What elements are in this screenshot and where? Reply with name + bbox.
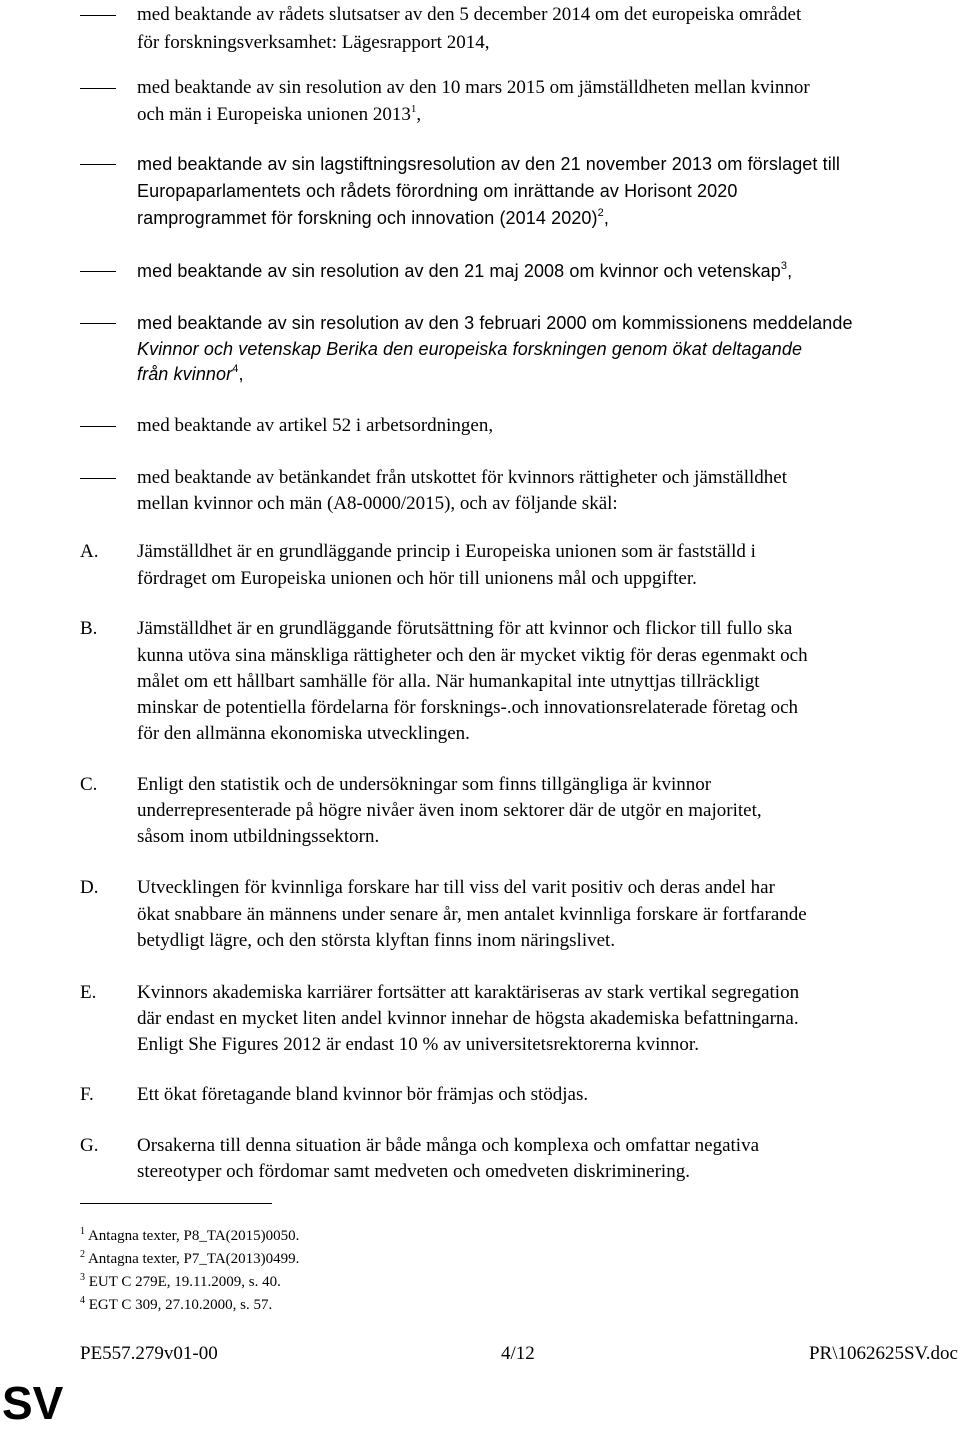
text-line: för den allmänna ekonomiska utvecklingen.	[137, 723, 470, 744]
footnote-ref[interactable]: 1	[410, 103, 417, 115]
footnote: $^1$ Antagna texter, P8_TA(2015)0050.	[80, 1226, 300, 1244]
consideration-letter: A.	[80, 541, 99, 562]
footnote-separator	[80, 1203, 272, 1204]
dash-bullet	[80, 164, 116, 165]
footnote: $^2$ Antagna texter, P7_TA(2013)0499.	[80, 1249, 300, 1267]
dash-bullet	[80, 88, 116, 89]
text-line: och män i Europeiska unionen 2013$^1$,	[137, 103, 422, 125]
text-line: minskar de potentiella fördelarna för forsknings-.och innovationsrelaterade företag och	[137, 697, 799, 718]
text-line: Kvinnor och vetenskap Berika den europeiska forskningen genom ökat deltagande	[137, 339, 803, 359]
footnote-ref[interactable]: 3	[780, 260, 788, 272]
footnote-ref[interactable]: 2	[597, 207, 604, 219]
text-line: Jämställdhet är en grundläggande förutsättning för att kvinnor och flickor till fullo ska	[137, 618, 793, 639]
dash-bullet	[80, 478, 116, 479]
text-line: mellan kvinnor och män (A8-0000/2015), och av följande skäl:	[137, 493, 618, 514]
text-line: Jämställdhet är en grundläggande princip i Europeiska unionen som är fastställd i	[137, 541, 756, 562]
text-line: Enligt She Figures 2012 är endast 10 % av universitetsrektorerna kvinnor.	[137, 1034, 699, 1055]
text-line: Orsakerna till denna situation är både många och komplexa och omfattar negativa	[137, 1135, 760, 1156]
consideration-letter: G.	[80, 1135, 99, 1156]
text-line: ökat snabbare än männens under senare år, men antalet kvinnliga forskare är fortfarande	[137, 904, 807, 925]
text-line: kunna utöva sina mänskliga rättigheter och den är mycket viktig för deras egenmakt och	[137, 645, 808, 666]
text-line: ramprogrammet för forskning och innovation (2014 2020)$^2$,	[137, 207, 609, 228]
consideration-letter: E.	[80, 982, 97, 1003]
text-line: Utvecklingen för kvinnliga forskare har till viss del varit positiv och deras andel har	[137, 877, 775, 898]
text-line: såsom inom utbildningssektorn.	[137, 826, 380, 847]
consideration-letter: D.	[80, 877, 99, 898]
text-line: med beaktande av artikel 52 i arbetsordningen,	[137, 415, 494, 436]
text-line: med beaktande av betänkandet från utskottet för kvinnors rättigheter och jämställdhet	[137, 467, 787, 488]
text-line: Ett ökat företagande bland kvinnor bör främjas och stödjas.	[137, 1084, 589, 1105]
dash-bullet	[80, 271, 116, 272]
footnote-ref[interactable]: 4	[232, 363, 239, 375]
text-line: Kvinnors akademiska karriärer fortsätter att karaktäriseras av stark vertikal segregation	[137, 982, 800, 1003]
text-line: betydligt lägre, och den största klyftan finns inom näringslivet.	[137, 930, 616, 951]
dash-bullet	[80, 323, 116, 324]
consideration-letter: C.	[80, 774, 98, 795]
dash-bullet	[80, 15, 116, 16]
consideration-letter: B.	[80, 618, 98, 639]
text-line: med beaktande av sin lagstiftningsresolution av den 21 november 2013 om förslaget till	[137, 154, 841, 174]
text-line: målet om ett hållbart samhälle för alla. När humankapital inte utnyttjas tillräckligt	[137, 671, 760, 692]
footer-file-name: PR\1062625SV.doc	[808, 1343, 958, 1364]
text-line: från kvinnor$^4$,	[137, 363, 244, 384]
text-line: med beaktande av sin resolution av den 10 mars 2015 om jämställdheten mellan kvinnor	[137, 77, 810, 98]
text-line: med beaktande av sin resolution av den 21 maj 2008 om kvinnor och vetenskap$^3$,	[137, 260, 793, 281]
dash-bullet	[80, 426, 116, 427]
text-line: underrepresenterade på högre nivåer även inom sektorer där de utgör en majoritet,	[137, 800, 762, 821]
footnote: $^4$ EGT C 309, 27.10.2000, s. 57.	[80, 1295, 273, 1313]
footer-doc-ref: PE557.279v01-00	[80, 1343, 218, 1364]
footer-page-number: 4/12	[501, 1343, 535, 1364]
text-line: med beaktande av rådets slutsatser av den 5 december 2014 om det europeiska området	[137, 4, 802, 25]
text-line: för forskningsverksamhet: Lägesrapport 2014,	[137, 32, 490, 53]
text-line: där endast en mycket liten andel kvinnor innehar de högsta akademiska befattningarna.	[137, 1008, 799, 1029]
consideration-letter: F.	[80, 1084, 94, 1105]
text-line: Enligt den statistik och de undersökningar som finns tillgängliga är kvinnor	[137, 774, 712, 795]
language-code: SV	[2, 1377, 64, 1429]
text-line: Europaparlamentets och rådets förordning om inrättande av Horisont 2020	[137, 181, 738, 201]
text-line: fördraget om Europeiska unionen och hör till unionens mål och uppgifter.	[137, 568, 697, 589]
footnote: $^3$ EUT C 279E, 19.11.2009, s. 40.	[80, 1272, 281, 1290]
text-line: med beaktande av sin resolution av den 3 februari 2000 om kommissionens meddelande	[137, 313, 853, 333]
text-line: stereotyper och fördomar samt medveten och omedveten diskriminering.	[137, 1161, 690, 1182]
